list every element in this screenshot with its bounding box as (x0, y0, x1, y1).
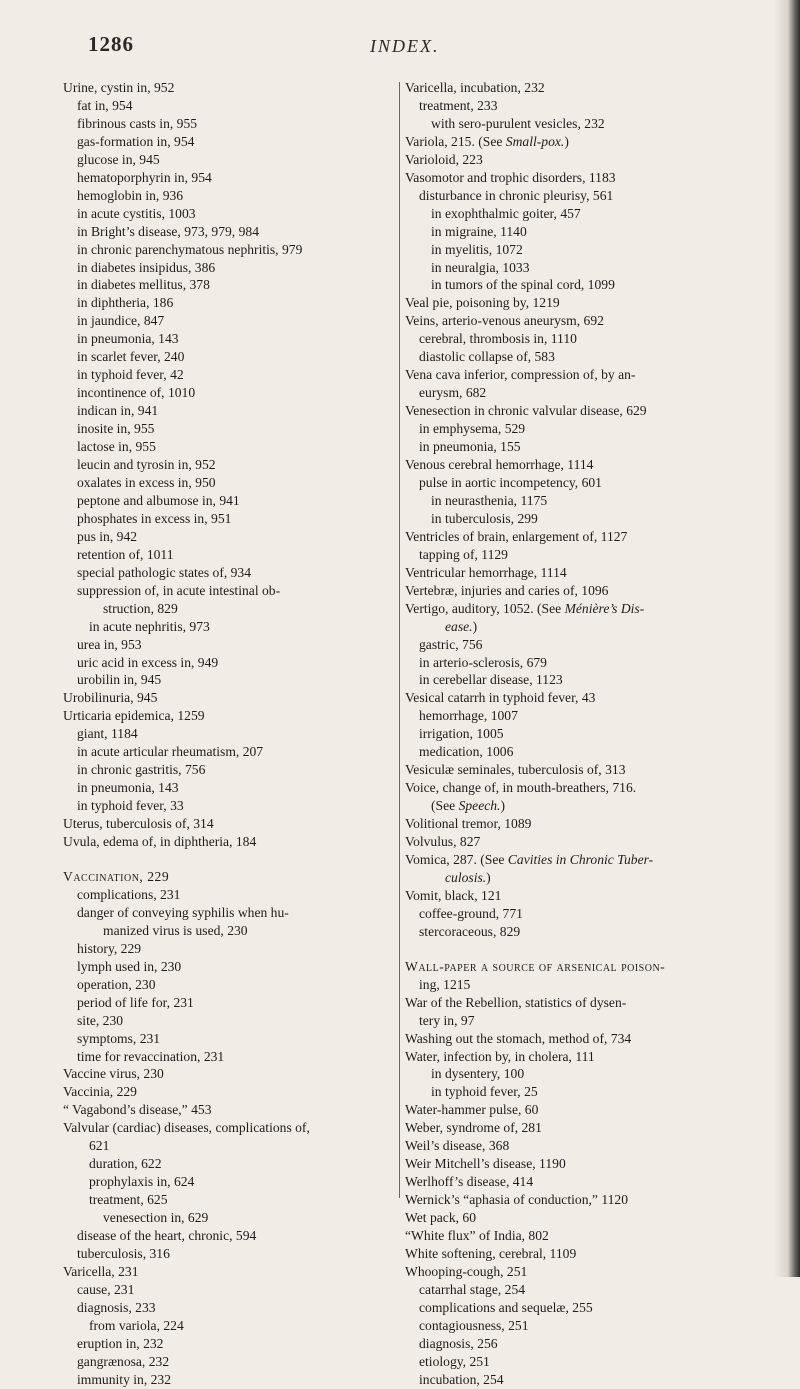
index-subentry: retention of, 1011 (77, 546, 174, 562)
index-subentry: in arterio-sclerosis, 679 (419, 654, 547, 670)
index-heading: Voice, change of, in mouth-breathers, 716. (405, 780, 637, 796)
index-subentry: from variola, 224 (89, 1317, 184, 1333)
index-subentry: 621 (89, 1138, 110, 1154)
index-subentry: venesection in, 629 (103, 1210, 209, 1226)
index-heading: Wet pack, 60 (405, 1210, 477, 1226)
index-subentry: tapping of, 1129 (419, 546, 508, 562)
index-heading: Urticaria epidemica, 1259 (63, 708, 205, 724)
index-heading: Wernick’s “aphasia of conduction,” 1120 (405, 1192, 629, 1208)
index-subentry: in acute articular rheumatism, 207 (77, 744, 264, 760)
index-subentry: complications and sequelæ, 255 (419, 1299, 593, 1315)
index-heading: Veal pie, poisoning by, 1219 (405, 295, 560, 311)
index-subentry: lactose in, 955 (77, 439, 156, 455)
index-subentry: phosphates in excess in, 951 (77, 510, 232, 526)
index-heading: Vena cava inferior, compression of, by an- (405, 367, 636, 383)
index-subentry: in migraine, 1140 (431, 223, 527, 239)
index-subentry: treatment, 233 (419, 97, 498, 113)
index-subentry: pus in, 942 (77, 528, 138, 544)
index-subentry: duration, 622 (89, 1156, 162, 1172)
page-edge-binding (788, 0, 800, 1277)
index-subentry: cerebral, thrombosis in, 1110 (419, 331, 577, 347)
index-heading: Vaccination, 229 (63, 868, 170, 884)
index-subentry: in myelitis, 1072 (431, 241, 523, 257)
index-heading: Uvula, edema of, in diphtheria, 184 (63, 834, 257, 850)
index-heading: Vomit, black, 121 (405, 887, 502, 903)
index-subentry: inosite in, 955 (77, 421, 155, 437)
index-subentry: diastolic collapse of, 583 (419, 349, 555, 365)
index-subentry: urobilin in, 945 (77, 672, 162, 688)
index-heading: Vasomotor and trophic disorders, 1183 (405, 169, 616, 185)
index-subentry: coffee-ground, 771 (419, 905, 523, 921)
index-subentry: time for revaccination, 231 (77, 1048, 225, 1064)
index-subentry: in diphtheria, 186 (77, 295, 174, 311)
index-heading: White softening, cerebral, 1109 (405, 1246, 577, 1261)
index-heading: Volitional tremor, 1089 (405, 816, 532, 832)
index-heading: War of the Rebellion, statistics of dysen- (405, 994, 627, 1010)
index-subentry: cause, 231 (77, 1281, 135, 1297)
index-subentry: disturbance in chronic pleurisy, 561 (419, 187, 614, 203)
index-subentry: in acute nephritis, 973 (89, 618, 210, 634)
index-subentry: in pneumonia, 143 (77, 331, 179, 347)
index-subentry: diagnosis, 256 (419, 1335, 498, 1351)
index-subentry: in exophthalmic goiter, 457 (431, 205, 581, 221)
index-heading: “ Vagabond’s disease,” 453 (63, 1102, 212, 1118)
index-subentry: medication, 1006 (419, 744, 514, 760)
index-subentry: history, 229 (77, 940, 142, 956)
index-subentry: gastric, 756 (419, 636, 483, 652)
index-subentry: incubation, 254 (419, 1371, 504, 1387)
index-subentry: contagiousness, 251 (419, 1317, 529, 1333)
index-subentry: period of life for, 231 (77, 994, 194, 1010)
page-number: 1286 (88, 32, 134, 56)
index-subentry: suppression of, in acute intestinal ob- (77, 582, 281, 598)
index-subentry: in neurasthenia, 1175 (431, 492, 548, 508)
running-head: INDEX. (370, 36, 440, 56)
index-subentry: in emphysema, 529 (419, 421, 526, 437)
index-subentry: peptone and albumose in, 941 (77, 492, 240, 508)
index-subentry: symptoms, 231 (77, 1030, 161, 1046)
index-subentry: in diabetes insipidus, 386 (77, 259, 216, 275)
index-subentry: in diabetes mellitus, 378 (77, 277, 210, 293)
index-heading: Varicella, 231 (63, 1263, 139, 1279)
index-subentry: oxalates in excess in, 950 (77, 474, 216, 490)
index-subentry: hematoporphyrin in, 954 (77, 169, 212, 185)
index-heading: Urine, cystin in, 952 (63, 80, 175, 95)
index-subentry: indican in, 941 (77, 403, 159, 419)
index-subentry: in chronic parenchymatous nephritis, 979 (77, 241, 303, 257)
index-subentry: glucose in, 945 (77, 151, 160, 167)
index-heading: Water-hammer pulse, 60 (405, 1102, 539, 1118)
index-subentry: urea in, 953 (77, 636, 142, 652)
index-subentry: in chronic gastritis, 756 (77, 762, 206, 778)
index-heading: Weir Mitchell’s disease, 1190 (405, 1156, 566, 1172)
index-heading: Volvulus, 827 (405, 834, 481, 850)
index-heading: “White flux” of India, 802 (405, 1228, 549, 1244)
index-subentry: diagnosis, 233 (77, 1299, 156, 1315)
index-subentry: gas-formation in, 954 (77, 133, 195, 149)
index-subentry: eruption in, 232 (77, 1335, 164, 1351)
index-heading: Vesical catarrh in typhoid fever, 43 (405, 690, 596, 706)
index-heading: Weil’s disease, 368 (405, 1138, 510, 1154)
index-subentry: hemoglobin in, 936 (77, 187, 184, 203)
index-heading: Veins, arterio-venous aneurysm, 692 (405, 313, 604, 329)
index-subentry: operation, 230 (77, 976, 156, 992)
index-subentry: in typhoid fever, 33 (77, 798, 184, 814)
index-subentry: (See Speech.) (431, 798, 505, 814)
index-subentry: in neuralgia, 1033 (431, 259, 530, 275)
index-subentry: site, 230 (77, 1012, 124, 1028)
index-subentry: tuberculosis, 316 (77, 1246, 170, 1261)
index-heading: Whooping-cough, 251 (405, 1263, 528, 1279)
index-heading: Urobilinuria, 945 (63, 690, 158, 706)
index-heading: Wall-paper a source of arsenical poison- (405, 958, 666, 974)
index-heading: Vertebræ, injuries and caries of, 1096 (405, 582, 609, 598)
index-subentry: hemorrhage, 1007 (419, 708, 518, 724)
section-gap (405, 941, 787, 958)
index-subentry: in dysentery, 100 (431, 1066, 525, 1082)
index-heading: Vaccinia, 229 (63, 1084, 137, 1100)
index-subentry: in pneumonia, 155 (419, 439, 521, 455)
index-subentry: prophylaxis in, 624 (89, 1174, 195, 1190)
index-subentry: uric acid in excess in, 949 (77, 654, 219, 670)
index-subentry: special pathologic states of, 934 (77, 564, 252, 580)
index-subentry: fat in, 954 (77, 97, 133, 113)
index-subentry: irrigation, 1005 (419, 726, 504, 742)
index-subentry: with sero-purulent vesicles, 232 (431, 115, 605, 131)
index-heading: Ventricles of brain, enlargement of, 1127 (405, 528, 628, 544)
index-subentry: complications, 231 (77, 886, 181, 902)
index-subentry: ease.) (445, 618, 478, 634)
index-subentry: in Bright’s disease, 973, 979, 984 (77, 223, 259, 239)
index-heading: Varicella, incubation, 232 (405, 80, 545, 95)
index-heading: Valvular (cardiac) diseases, complications of, (63, 1120, 310, 1136)
index-subentry: immunity in, 232 (77, 1371, 172, 1387)
index-subentry: fibrinous casts in, 955 (77, 115, 198, 131)
index-subentry: stercoraceous, 829 (419, 923, 521, 939)
index-subentry: gangrænosa, 232 (77, 1353, 170, 1369)
index-subentry: catarrhal stage, 254 (419, 1281, 526, 1297)
index-subentry: disease of the heart, chronic, 594 (77, 1228, 257, 1244)
index-heading: Weber, syndrome of, 281 (405, 1120, 542, 1136)
index-subentry: incontinence of, 1010 (77, 385, 196, 401)
index-subentry: struction, 829 (103, 600, 178, 616)
index-heading: Vaccine virus, 230 (63, 1066, 164, 1082)
index-subentry: in tuberculosis, 299 (431, 510, 538, 526)
index-heading: Venesection in chronic valvular disease, 629 (405, 403, 647, 419)
index-subentry: lymph used in, 230 (77, 958, 182, 974)
index-subentry: pulse in aortic incompetency, 601 (419, 474, 602, 490)
index-heading: Variola, 215. (See Small-pox.) (405, 133, 569, 149)
index-subentry: danger of conveying syphilis when hu- (77, 904, 289, 920)
index-subentry: eurysm, 682 (419, 385, 487, 401)
index-subentry: in scarlet fever, 240 (77, 349, 185, 365)
index-heading: Vertigo, auditory, 1052. (See Ménière’s Dis- (405, 600, 645, 616)
index-heading: Uterus, tuberculosis of, 314 (63, 816, 214, 832)
index-heading: Varioloid, 223 (405, 151, 483, 167)
section-gap (63, 851, 395, 868)
index-subentry: in tumors of the spinal cord, 1099 (431, 277, 615, 293)
index-subentry: manized virus is used, 230 (103, 922, 248, 938)
index-column-left (63, 79, 395, 1389)
index-subentry: tery in, 97 (419, 1012, 475, 1028)
index-subentry: treatment, 625 (89, 1192, 168, 1208)
index-heading: Vomica, 287. (See Cavities in Chronic Tuber- (405, 851, 654, 867)
index-subentry: ing, 1215 (419, 976, 471, 992)
index-subentry: in acute cystitis, 1003 (77, 205, 196, 221)
index-subentry: in pneumonia, 143 (77, 780, 179, 796)
index-heading: Werlhoff’s disease, 414 (405, 1174, 534, 1190)
index-subentry: in jaundice, 847 (77, 313, 165, 329)
index-subentry: in cerebellar disease, 1123 (419, 672, 563, 688)
index-column-right (405, 79, 787, 1389)
index-subentry: leucin and tyrosin in, 952 (77, 457, 216, 473)
index-heading: Venous cerebral hemorrhage, 1114 (405, 457, 594, 473)
column-divider (399, 82, 400, 1198)
index-heading: Washing out the stomach, method of, 734 (405, 1030, 632, 1046)
index-subentry: in typhoid fever, 42 (77, 367, 184, 383)
index-subentry: in typhoid fever, 25 (431, 1084, 538, 1100)
index-subentry: culosis.) (445, 869, 491, 885)
index-subentry: etiology, 251 (419, 1353, 490, 1369)
index-heading: Vesiculæ seminales, tuberculosis of, 313 (405, 762, 626, 778)
index-heading: Water, infection by, in cholera, 111 (405, 1048, 595, 1064)
index-subentry: giant, 1184 (77, 726, 138, 742)
index-heading: Ventricular hemorrhage, 1114 (405, 564, 567, 580)
